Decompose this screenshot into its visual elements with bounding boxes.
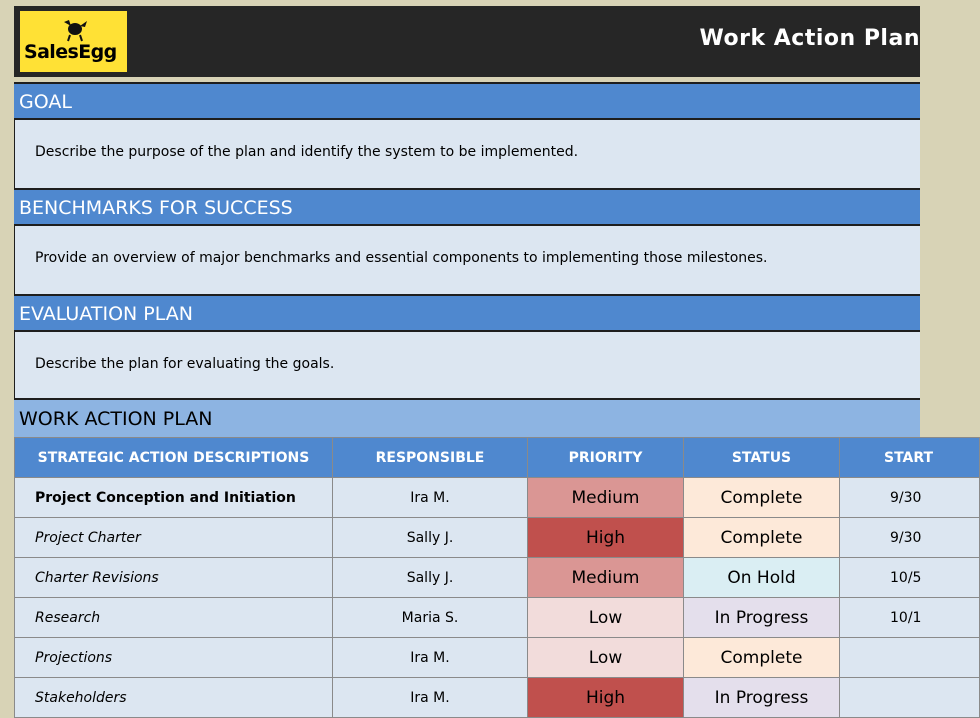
cell-status[interactable]: In Progress (684, 598, 840, 638)
cell-status[interactable]: Complete (684, 638, 840, 678)
section-heading-text: WORK ACTION PLAN (19, 408, 213, 430)
cell-responsible[interactable]: Sally J. (333, 558, 528, 598)
table-row (15, 518, 980, 558)
work-action-plan-table (14, 437, 980, 718)
section-goal-heading (14, 82, 920, 120)
cell-responsible[interactable]: Maria S. (333, 598, 528, 638)
cell-responsible[interactable]: Ira M. (333, 678, 528, 718)
column-header-priority[interactable]: PRIORITY (528, 438, 684, 478)
cell-status[interactable]: In Progress (684, 678, 840, 718)
table-row (15, 478, 980, 518)
cell-description[interactable]: Projections (15, 638, 333, 678)
cell-priority[interactable]: Medium (528, 558, 684, 598)
cell-priority[interactable]: Medium (528, 478, 684, 518)
salesegg-logo[interactable] (20, 11, 127, 72)
table-row (15, 598, 980, 638)
table-row (15, 678, 980, 718)
table-header-row (15, 438, 980, 478)
cell-priority[interactable]: High (528, 518, 684, 558)
app-header (14, 6, 920, 77)
section-heading-text: BENCHMARKS FOR SUCCESS (19, 197, 293, 219)
section-benchmarks-heading (14, 188, 920, 226)
cell-responsible[interactable]: Ira M. (333, 638, 528, 678)
cell-start[interactable]: 10/5 (840, 558, 980, 598)
cell-start[interactable] (840, 678, 980, 718)
column-header-status[interactable]: STATUS (684, 438, 840, 478)
cell-start[interactable] (840, 638, 980, 678)
cell-description[interactable]: Stakeholders (15, 678, 333, 718)
table-row (15, 558, 980, 598)
table-row (15, 638, 980, 678)
cell-status[interactable]: Complete (684, 518, 840, 558)
cell-status[interactable]: On Hold (684, 558, 840, 598)
column-header-responsible[interactable]: RESPONSIBLE (333, 438, 528, 478)
section-body-text: Provide an overview of major benchmarks and essential components to implementing those milestones. (35, 250, 768, 266)
cell-description[interactable]: Research (15, 598, 333, 638)
cell-priority[interactable]: Low (528, 638, 684, 678)
section-goal-body[interactable] (14, 120, 920, 188)
column-header-descriptions[interactable]: STRATEGIC ACTION DESCRIPTIONS (15, 438, 333, 478)
cell-responsible[interactable]: Sally J. (333, 518, 528, 558)
cell-description[interactable]: Charter Revisions (15, 558, 333, 598)
section-benchmarks-body[interactable] (14, 226, 920, 294)
cell-start[interactable]: 9/30 (840, 518, 980, 558)
column-header-start[interactable]: START (840, 438, 980, 478)
section-heading-text: GOAL (19, 91, 72, 113)
cell-description[interactable]: Project Conception and Initiation (15, 478, 333, 518)
section-body-text: Describe the plan for evaluating the goals. (35, 356, 335, 372)
egg-bird-icon (60, 16, 90, 42)
work-action-plan-heading (14, 398, 920, 438)
page-title: Work Action Plan (699, 26, 920, 51)
section-evaluation-heading (14, 294, 920, 332)
section-heading-text: EVALUATION PLAN (19, 303, 193, 325)
logo-text: SalesEgg (24, 41, 117, 63)
cell-description[interactable]: Project Charter (15, 518, 333, 558)
cell-start[interactable]: 9/30 (840, 478, 980, 518)
cell-priority[interactable]: High (528, 678, 684, 718)
cell-start[interactable]: 10/1 (840, 598, 980, 638)
cell-priority[interactable]: Low (528, 598, 684, 638)
cell-responsible[interactable]: Ira M. (333, 478, 528, 518)
section-evaluation-body[interactable] (14, 332, 920, 400)
cell-status[interactable]: Complete (684, 478, 840, 518)
section-body-text: Describe the purpose of the plan and identify the system to be implemented. (35, 144, 579, 160)
